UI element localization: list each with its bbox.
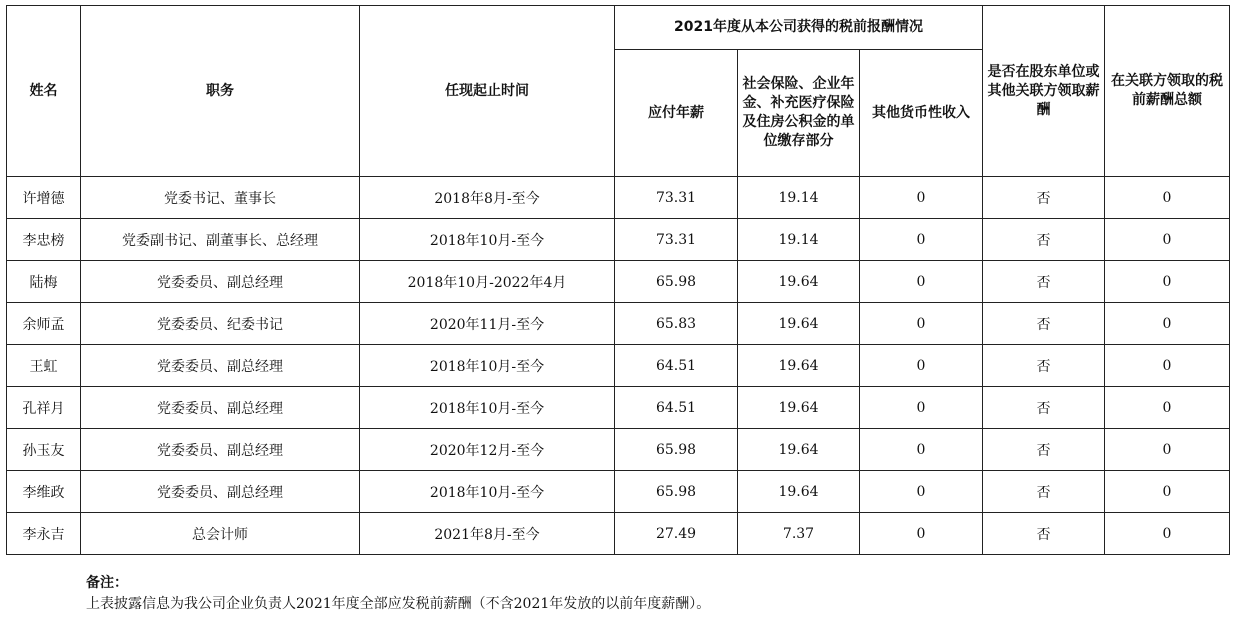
cell-related-total: 0: [1105, 513, 1230, 555]
header-shareholder-paid: 是否在股东单位或其他关联方领取薪酬: [983, 6, 1105, 177]
cell-salary: 65.83: [615, 303, 738, 345]
table-header: [7, 6, 1230, 177]
cell-salary: 65.98: [615, 261, 738, 303]
table-row: [7, 219, 1230, 261]
cell-term: 2021年8月-至今: [360, 513, 615, 555]
header-compensation-group: 2021年度从本公司获得的税前报酬情况: [615, 6, 983, 50]
cell-term: 2018年10月-2022年4月: [360, 261, 615, 303]
cell-name: 余师孟: [7, 303, 81, 345]
cell-other-income: 0: [860, 429, 983, 471]
cell-name: 孙玉友: [7, 429, 81, 471]
header-name: 姓名: [7, 6, 81, 177]
cell-name: 孔祥月: [7, 387, 81, 429]
cell-other-income: 0: [860, 261, 983, 303]
cell-social: 19.64: [738, 387, 860, 429]
table-row: [7, 261, 1230, 303]
notes-title: 备注：: [86, 575, 128, 591]
cell-term: 2020年11月-至今: [360, 303, 615, 345]
cell-salary: 65.98: [615, 429, 738, 471]
cell-name: 李永吉: [7, 513, 81, 555]
cell-shareholder-paid: 否: [983, 219, 1105, 261]
cell-term: 2020年12月-至今: [360, 429, 615, 471]
cell-position: 党委副书记、副董事长、总经理: [81, 219, 360, 261]
header-position: 职务: [81, 6, 360, 177]
cell-social: 19.64: [738, 471, 860, 513]
cell-name: 陆梅: [7, 261, 81, 303]
cell-other-income: 0: [860, 303, 983, 345]
cell-term: 2018年8月-至今: [360, 177, 615, 219]
cell-shareholder-paid: 否: [983, 513, 1105, 555]
cell-shareholder-paid: 否: [983, 261, 1105, 303]
cell-term: 2018年10月-至今: [360, 219, 615, 261]
cell-salary: 64.51: [615, 387, 738, 429]
table-row: [7, 303, 1230, 345]
compensation-table: [6, 5, 1230, 555]
cell-related-total: 0: [1105, 345, 1230, 387]
cell-salary: 27.49: [615, 513, 738, 555]
cell-social: 19.64: [738, 261, 860, 303]
cell-shareholder-paid: 否: [983, 177, 1105, 219]
cell-position: 党委委员、副总经理: [81, 261, 360, 303]
header-related-total: 在关联方领取的税前薪酬总额: [1105, 6, 1230, 177]
cell-social: 19.64: [738, 429, 860, 471]
cell-social: 19.14: [738, 219, 860, 261]
cell-other-income: 0: [860, 219, 983, 261]
table-row: [7, 429, 1230, 471]
cell-shareholder-paid: 否: [983, 387, 1105, 429]
cell-related-total: 0: [1105, 387, 1230, 429]
cell-shareholder-paid: 否: [983, 471, 1105, 513]
cell-related-total: 0: [1105, 303, 1230, 345]
cell-term: 2018年10月-至今: [360, 387, 615, 429]
notes-text: 上表披露信息为我公司企业负责人2021年度全部应发税前薪酬（不含2021年发放的以前年度薪酬）。: [86, 596, 711, 612]
cell-name: 许增德: [7, 177, 81, 219]
cell-position: 党委书记、董事长: [81, 177, 360, 219]
cell-related-total: 0: [1105, 177, 1230, 219]
cell-social: 19.64: [738, 345, 860, 387]
cell-social: 19.14: [738, 177, 860, 219]
header-social: 社会保险、企业年金、补充医疗保险及住房公积金的单位缴存部分: [738, 50, 860, 177]
cell-related-total: 0: [1105, 261, 1230, 303]
cell-shareholder-paid: 否: [983, 345, 1105, 387]
cell-social: 19.64: [738, 303, 860, 345]
cell-salary: 64.51: [615, 345, 738, 387]
cell-salary: 73.31: [615, 177, 738, 219]
header-term: 任现起止时间: [360, 6, 615, 177]
cell-other-income: 0: [860, 177, 983, 219]
table-row: [7, 177, 1230, 219]
cell-name: 李忠榜: [7, 219, 81, 261]
cell-related-total: 0: [1105, 471, 1230, 513]
cell-position: 党委委员、副总经理: [81, 471, 360, 513]
table-row: [7, 513, 1230, 555]
header-other-income: 其他货币性收入: [860, 50, 983, 177]
cell-term: 2018年10月-至今: [360, 345, 615, 387]
cell-position: 党委委员、副总经理: [81, 429, 360, 471]
header-row-top: [7, 6, 1230, 50]
notes-block: [86, 573, 710, 615]
cell-position: 党委委员、副总经理: [81, 345, 360, 387]
cell-other-income: 0: [860, 345, 983, 387]
cell-position: 党委委员、副总经理: [81, 387, 360, 429]
cell-social: 7.37: [738, 513, 860, 555]
cell-salary: 65.98: [615, 471, 738, 513]
cell-related-total: 0: [1105, 219, 1230, 261]
cell-position: 总会计师: [81, 513, 360, 555]
cell-term: 2018年10月-至今: [360, 471, 615, 513]
cell-related-total: 0: [1105, 429, 1230, 471]
table-row: [7, 345, 1230, 387]
cell-shareholder-paid: 否: [983, 303, 1105, 345]
table-row: [7, 471, 1230, 513]
table-row: [7, 387, 1230, 429]
cell-salary: 73.31: [615, 219, 738, 261]
cell-other-income: 0: [860, 387, 983, 429]
cell-shareholder-paid: 否: [983, 429, 1105, 471]
cell-name: 王虹: [7, 345, 81, 387]
cell-other-income: 0: [860, 513, 983, 555]
cell-other-income: 0: [860, 471, 983, 513]
cell-position: 党委委员、纪委书记: [81, 303, 360, 345]
cell-name: 李维政: [7, 471, 81, 513]
table-body: [7, 177, 1230, 555]
header-salary: 应付年薪: [615, 50, 738, 177]
